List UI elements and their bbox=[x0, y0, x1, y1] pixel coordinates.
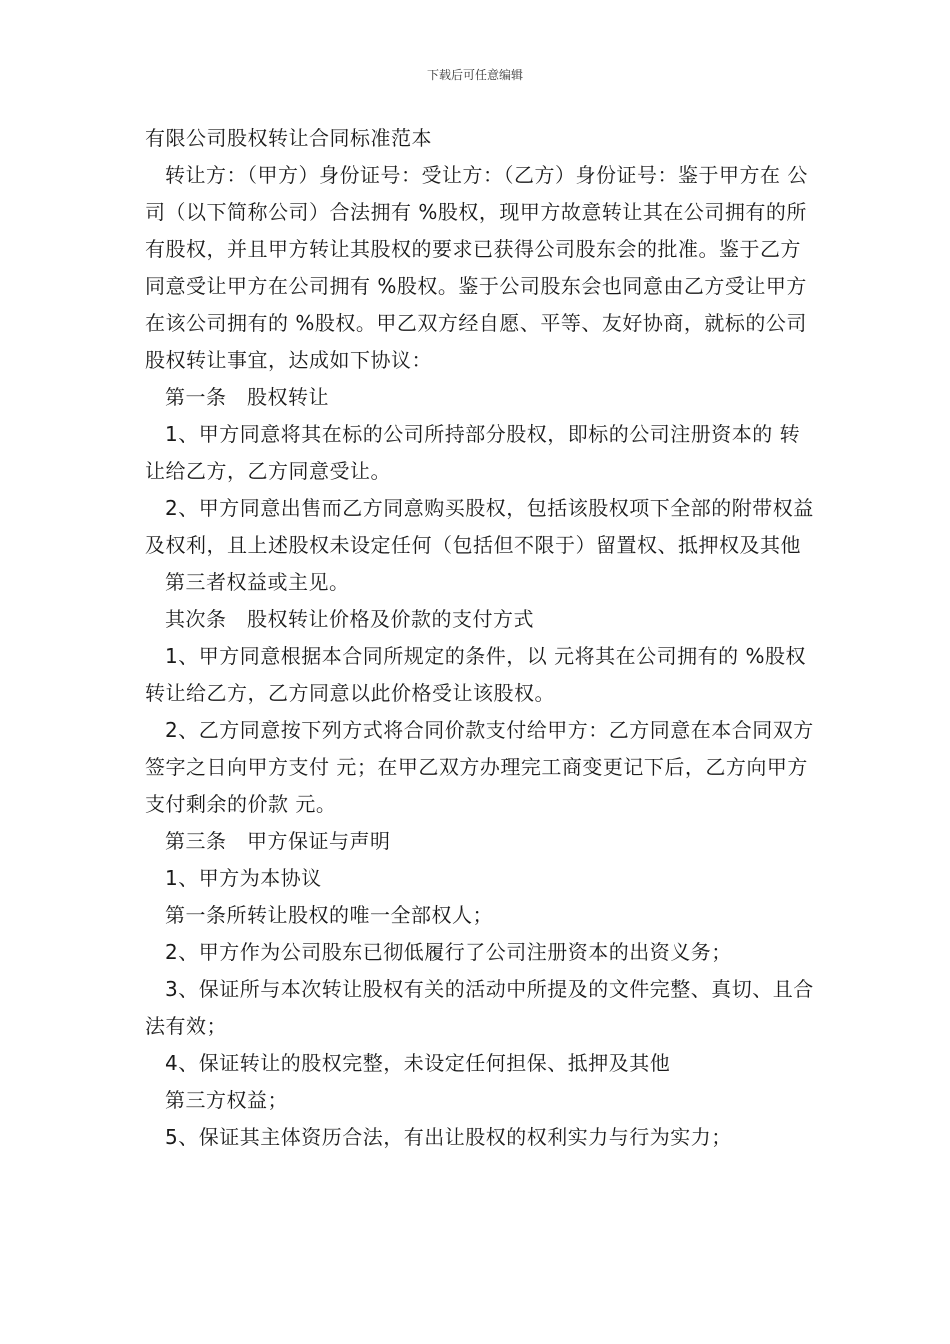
document-title: 有限公司股权转让合同标准范本 bbox=[145, 126, 432, 150]
paragraph: 第三方权益； bbox=[165, 1088, 288, 1112]
paragraph: 5、保证其主体资历合法，有出让股权的权利实力与行为实力； bbox=[165, 1125, 732, 1149]
paragraph: 1、甲方同意根据本合同所规定的条件，以 元将其在公司拥有的 %股权转让给乙方，乙方同意以此价格受让该股权。 bbox=[145, 644, 806, 705]
paragraph: 2、甲方同意出售而乙方同意购买股权，包括该股权项下全部的附带权益及权利，且上述股权未设定任何（包括但不限于）留置权、抵押权及其他 bbox=[145, 496, 814, 557]
paragraph: 2、乙方同意按下列方式将合同价款支付给甲方：乙方同意在本合同双方签字之日向甲方支付 元；在甲乙双方办理完工商变更记下后，乙方向甲方支付剩余的价款 元。 bbox=[145, 718, 814, 816]
article-2-heading: 其次条 股权转让价格及价款的支付方式 bbox=[165, 607, 534, 631]
document-body bbox=[145, 120, 817, 1156]
paragraph: 第三者权益或主见。 bbox=[165, 570, 350, 594]
paragraph: 1、甲方为本协议 bbox=[165, 866, 322, 890]
paragraph: 1、甲方同意将其在标的公司所持部分股权，即标的公司注册资本的 转让给乙方，乙方同意受让。 bbox=[145, 422, 801, 483]
article-3-heading: 第三条 甲方保证与声明 bbox=[165, 829, 391, 853]
paragraph: 4、保证转让的股权完整，未设定任何担保、抵押及其他 bbox=[165, 1051, 671, 1075]
paragraph-preamble: 转让方：（甲方）身份证号：受让方：（乙方）身份证号：鉴于甲方在 公司（以下简称公司）合法拥有 %股权，现甲方故意转让其在公司拥有的所有股权，并且甲方转让其股权的要求已获得公司股东会的批准。鉴于乙方同意受让甲方在公司拥有 %股权。鉴于公司股东会也同意由乙方受让甲方在该公司拥有的 %股权。甲乙双方经自愿、平等、友好协商，就标的公司股权转让事宜，达成如下协议： bbox=[145, 163, 808, 372]
paragraph: 3、保证所与本次转让股权有关的活动中所提及的文件完整、真切、且合法有效； bbox=[145, 977, 814, 1038]
paragraph: 2、甲方作为公司股东已彻低履行了公司注册资本的出资义务； bbox=[165, 940, 732, 964]
header-note: 下载后可任意编辑 bbox=[426, 68, 523, 82]
article-1-heading: 第一条 股权转让 bbox=[165, 385, 329, 409]
paragraph: 第一条所转让股权的唯一全部权人； bbox=[165, 903, 493, 927]
